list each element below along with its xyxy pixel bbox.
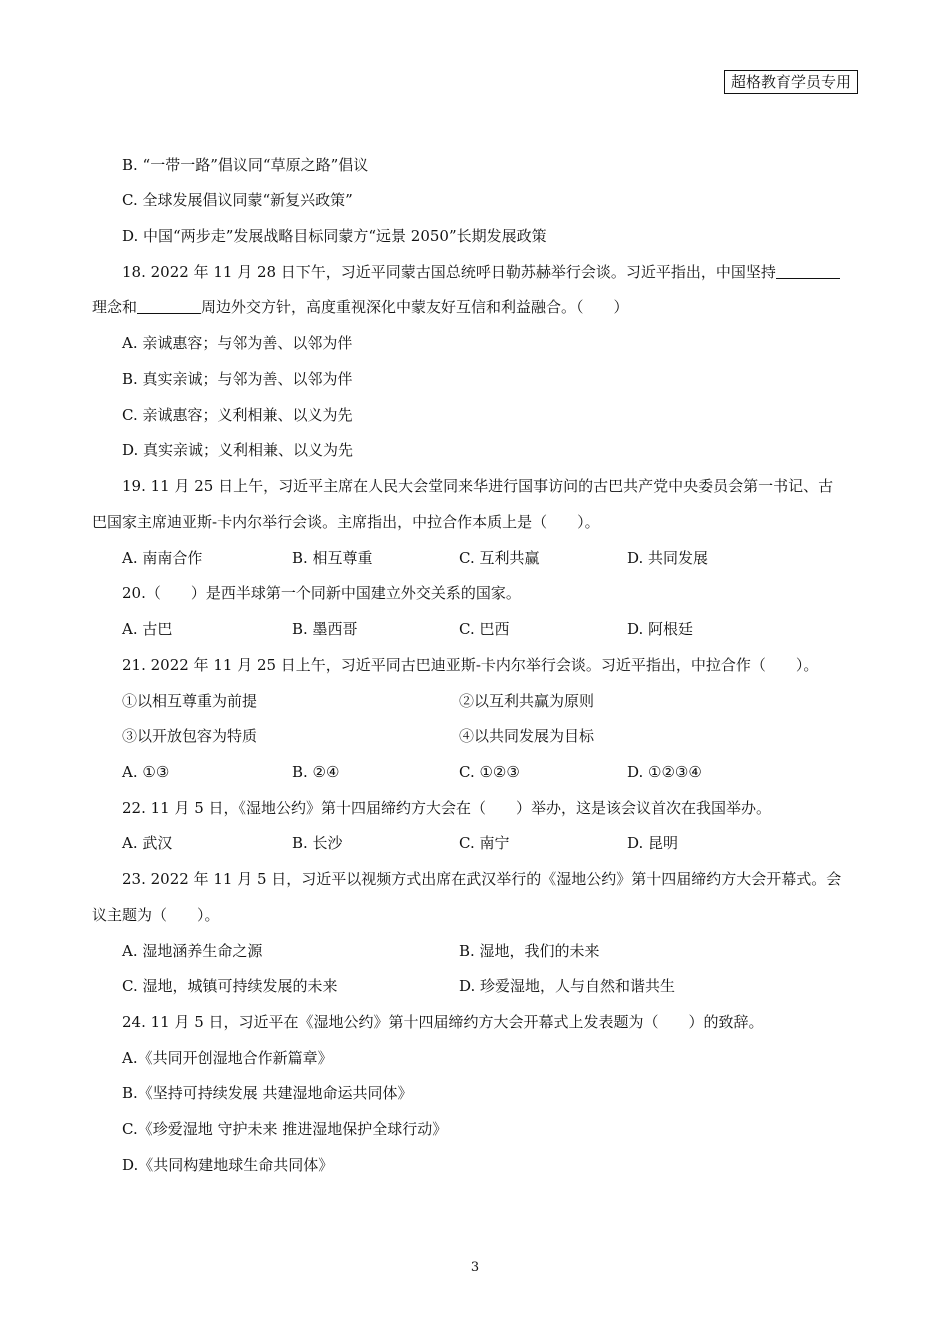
q18-stem-text-b: 周边外交方针，高度重视深化中蒙友好互信和利益融合。（ ） <box>201 298 629 316</box>
q18-option-c: C. 亲诚惠容；义利相兼、以义为先 <box>122 406 353 424</box>
q20-option-a: A. 古巴 <box>122 620 173 638</box>
q22-option-a: A. 武汉 <box>122 834 173 852</box>
q23-option-b: B. 湿地，我们的未来 <box>459 942 600 960</box>
q19-stem-line1: 19. 11 月 25 日上午，习近平主席在人民大会堂同来华进行国事访问的古巴共产党中央委员会第一书记、古 <box>122 477 834 495</box>
q18-stem-text: 18. 2022 年 11 月 28 日下午，习近平同蒙古国总统呼日勒苏赫举行会谈。习近平指出，中国坚持 <box>122 263 776 281</box>
q18-option-b: B. 真实亲诚；与邻为善、以邻为伴 <box>122 370 353 388</box>
q17-option-c: C. 全球发展倡议同蒙“新复兴政策” <box>122 191 353 209</box>
q18-blank-1 <box>776 262 840 279</box>
q18-option-d: D. 真实亲诚；义利相兼、以义为先 <box>122 441 354 459</box>
q21-stem: 21. 2022 年 11 月 25 日上午，习近平同古巴迪亚斯-卡内尔举行会谈。习近平指出，中拉合作（ ）。 <box>122 656 819 674</box>
q21-item-4: ④以共同发展为目标 <box>459 727 595 745</box>
q19-option-d: D. 共同发展 <box>627 549 709 567</box>
q23-option-d: D. 珍爱湿地，人与自然和谐共生 <box>459 977 676 995</box>
q24-stem: 24. 11 月 5 日，习近平在《湿地公约》第十四届缔约方大会开幕式上发表题为（ ）的致辞。 <box>122 1013 764 1031</box>
q18-stem-text-a: 理念和 <box>92 298 138 316</box>
q23-option-a: A. 湿地涵养生命之源 <box>122 942 263 960</box>
q20-option-d: D. 阿根廷 <box>627 620 694 638</box>
q23-option-c: C. 湿地，城镇可持续发展的未来 <box>122 977 338 995</box>
q21-option-b: B. ②④ <box>292 763 340 781</box>
q21-item-3: ③以开放包容为特质 <box>122 727 258 745</box>
q21-option-c: C. ①②③ <box>459 763 520 781</box>
q24-option-a: A.《共同开创湿地合作新篇章》 <box>122 1049 333 1067</box>
q17-option-d: D. 中国“两步走”发展战略目标同蒙方“远景 2050”长期发展政策 <box>122 227 547 245</box>
q19-option-b: B. 相互尊重 <box>292 549 373 567</box>
q21-option-a: A. ①③ <box>122 763 170 781</box>
q24-option-d: D.《共同构建地球生命共同体》 <box>122 1156 334 1174</box>
q21-item-1: ①以相互尊重为前提 <box>122 692 258 710</box>
q18-stem-line2 <box>92 296 629 318</box>
q19-option-c: C. 互利共赢 <box>459 549 540 567</box>
q20-option-c: C. 巴西 <box>459 620 510 638</box>
q23-stem-line1: 23. 2022 年 11 月 5 日，习近平以视频方式出席在武汉举行的《湿地公约》第十四届缔约方大会开幕式。会 <box>122 870 842 888</box>
q24-option-c: C.《珍爱湿地 守护未来 推进湿地保护全球行动》 <box>122 1120 448 1138</box>
watermark-stamp: 超格教育学员专用 <box>724 70 858 94</box>
q18-option-a: A. 亲诚惠容；与邻为善、以邻为伴 <box>122 334 353 352</box>
q20-option-b: B. 墨西哥 <box>292 620 358 638</box>
q22-option-c: C. 南宁 <box>459 834 510 852</box>
q18-blank-2 <box>137 297 201 314</box>
q21-option-d: D. ①②③④ <box>627 763 702 781</box>
q17-option-b: B. “一带一路”倡议同“草原之路”倡议 <box>122 156 369 174</box>
q18-stem-line1 <box>122 261 840 283</box>
q24-option-b: B.《坚持可持续发展 共建湿地命运共同体》 <box>122 1084 413 1102</box>
q22-option-b: B. 长沙 <box>292 834 343 852</box>
page-number: 3 <box>470 1260 480 1275</box>
q19-option-a: A. 南南合作 <box>122 549 203 567</box>
q23-stem-line2: 议主题为（ ）。 <box>92 906 220 924</box>
q21-item-2: ②以互利共赢为原则 <box>459 692 595 710</box>
q22-stem: 22. 11 月 5 日，《湿地公约》第十四届缔约方大会在（ ）举办，这是该会议首次在我国举办。 <box>122 799 772 817</box>
q20-stem: 20.（ ）是西半球第一个同新中国建立外交关系的国家。 <box>122 584 521 602</box>
q22-option-d: D. 昆明 <box>627 834 679 852</box>
q19-stem-line2: 巴国家主席迪亚斯-卡内尔举行会谈。主席指出，中拉合作本质上是（ ）。 <box>92 513 600 531</box>
